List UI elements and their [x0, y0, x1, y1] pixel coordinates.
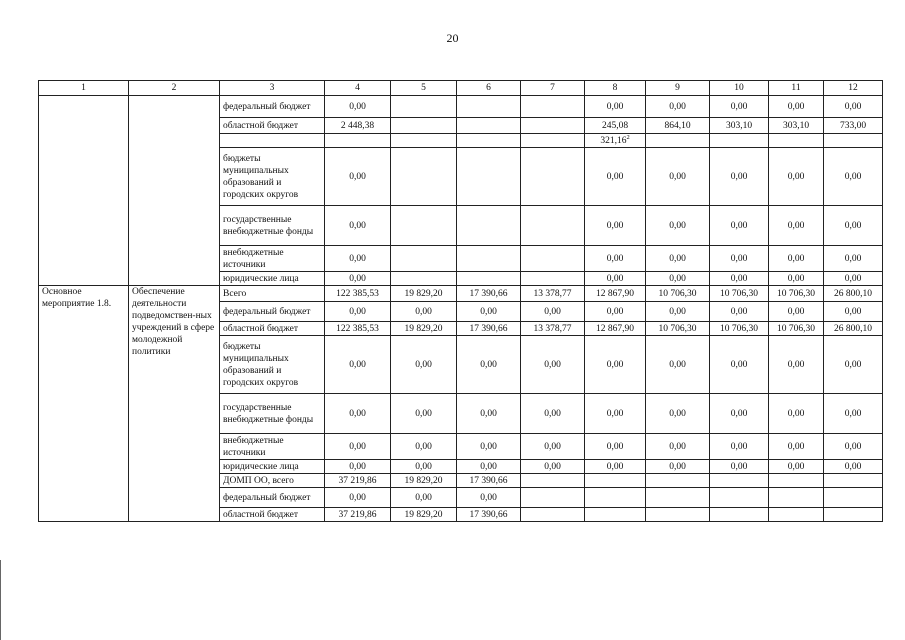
value-cell: 0,00 — [710, 206, 769, 246]
value-cell — [585, 508, 646, 522]
page-edge-line — [0, 560, 1, 640]
value-cell: 0,00 — [646, 394, 710, 434]
value-cell — [457, 272, 521, 286]
value-cell: 0,00 — [325, 394, 391, 434]
column-header: 9 — [646, 81, 710, 96]
value-cell — [325, 134, 391, 148]
value-cell: 26 800,10 — [824, 322, 883, 336]
value-cell: 245,08 — [585, 118, 646, 134]
value-cell: 0,00 — [710, 246, 769, 272]
column-header: 8 — [585, 81, 646, 96]
value-cell: 0,00 — [646, 302, 710, 322]
value-cell — [769, 134, 824, 148]
value-cell: 0,00 — [769, 272, 824, 286]
column-header: 3 — [220, 81, 325, 96]
value-cell: 2 448,38 — [325, 118, 391, 134]
value-cell: 17 390,66 — [457, 322, 521, 336]
value-cell: 0,00 — [521, 302, 585, 322]
value-cell: 0,00 — [824, 148, 883, 206]
value-cell: 0,00 — [325, 148, 391, 206]
budget-table — [38, 80, 883, 522]
value-cell: 0,00 — [325, 336, 391, 394]
value-cell — [521, 508, 585, 522]
activity-name-cell: Основное мероприятие 1.8. — [39, 286, 129, 522]
column-header: 10 — [710, 81, 769, 96]
value-cell — [457, 206, 521, 246]
value-cell — [585, 474, 646, 488]
value-cell — [710, 488, 769, 508]
value-cell: 0,00 — [646, 246, 710, 272]
value-cell: 0,00 — [585, 460, 646, 474]
value-cell: 26 800,10 — [824, 286, 883, 302]
value-cell — [391, 272, 457, 286]
value-cell: 0,00 — [646, 96, 710, 118]
activity-description-cell — [129, 96, 220, 286]
column-header: 7 — [521, 81, 585, 96]
value-cell: 864,10 — [646, 118, 710, 134]
table-row — [39, 286, 883, 302]
value-cell — [710, 508, 769, 522]
value-cell: 0,00 — [710, 460, 769, 474]
value-cell: 0,00 — [646, 460, 710, 474]
value-cell: 37 219,86 — [325, 508, 391, 522]
value-cell: 0,00 — [824, 434, 883, 460]
value-cell: 0,00 — [391, 336, 457, 394]
value-cell — [391, 96, 457, 118]
funding-source-cell: внебюджетные источники — [220, 246, 325, 272]
value-cell: 17 390,66 — [457, 474, 521, 488]
value-cell — [521, 134, 585, 148]
value-cell: 0,00 — [824, 394, 883, 434]
activity-name-cell — [39, 96, 129, 286]
value-cell: 0,00 — [769, 96, 824, 118]
value-cell: 0,00 — [457, 394, 521, 434]
value-cell — [646, 474, 710, 488]
value-cell: 0,00 — [769, 302, 824, 322]
value-cell: 0,00 — [457, 460, 521, 474]
value-cell: 0,00 — [457, 434, 521, 460]
value-cell: 733,00 — [824, 118, 883, 134]
column-header-row — [39, 81, 883, 96]
value-cell: 0,00 — [769, 148, 824, 206]
value-cell — [824, 488, 883, 508]
value-cell — [585, 488, 646, 508]
value-cell: 0,00 — [391, 302, 457, 322]
value-cell — [646, 488, 710, 508]
funding-source-cell: ДОМП ОО, всего — [220, 474, 325, 488]
value-cell — [521, 246, 585, 272]
value-cell — [646, 134, 710, 148]
value-cell: 0,00 — [824, 336, 883, 394]
value-cell: 0,00 — [769, 434, 824, 460]
value-cell: 0,00 — [391, 434, 457, 460]
column-header: 11 — [769, 81, 824, 96]
value-cell: 0,00 — [325, 460, 391, 474]
value-cell: 12 867,90 — [585, 322, 646, 336]
value-cell: 0,00 — [646, 434, 710, 460]
value-cell — [521, 474, 585, 488]
funding-source-cell: федеральный бюджет — [220, 302, 325, 322]
value-cell: 0,00 — [585, 434, 646, 460]
value-cell: 12 867,90 — [585, 286, 646, 302]
column-header: 1 — [39, 81, 129, 96]
value-cell: 0,00 — [824, 96, 883, 118]
page-number: 20 — [446, 31, 459, 45]
value-cell — [769, 488, 824, 508]
value-cell: 0,00 — [769, 336, 824, 394]
value-cell — [521, 272, 585, 286]
value-cell — [391, 148, 457, 206]
value-cell: 0,00 — [710, 302, 769, 322]
value-cell: 37 219,86 — [325, 474, 391, 488]
funding-source-cell: областной бюджет — [220, 118, 325, 134]
value-cell: 0,00 — [325, 302, 391, 322]
value-cell: 10 706,30 — [769, 322, 824, 336]
value-cell: 0,00 — [824, 206, 883, 246]
value-cell — [457, 96, 521, 118]
funding-source-cell: юридические лица — [220, 460, 325, 474]
value-cell: 13 378,77 — [521, 286, 585, 302]
value-cell: 0,00 — [710, 336, 769, 394]
value-cell — [457, 148, 521, 206]
value-cell: 0,00 — [391, 460, 457, 474]
funding-source-cell: федеральный бюджет — [220, 488, 325, 508]
value-cell: 0,00 — [769, 246, 824, 272]
value-cell — [646, 508, 710, 522]
value-cell: 0,00 — [646, 148, 710, 206]
value-cell — [457, 246, 521, 272]
value-cell: 0,00 — [521, 336, 585, 394]
value-cell: 19 829,20 — [391, 474, 457, 488]
value-cell: 10 706,30 — [710, 322, 769, 336]
value-cell — [769, 508, 824, 522]
value-cell: 0,00 — [769, 206, 824, 246]
value-cell — [457, 134, 521, 148]
value-cell: 0,00 — [710, 96, 769, 118]
column-header: 6 — [457, 81, 521, 96]
value-cell: 19 829,20 — [391, 286, 457, 302]
value-cell — [521, 488, 585, 508]
value-cell: 0,00 — [521, 460, 585, 474]
column-header: 5 — [391, 81, 457, 96]
value-cell: 19 829,20 — [391, 508, 457, 522]
funding-source-cell: юридические лица — [220, 272, 325, 286]
value-cell: 122 385,53 — [325, 286, 391, 302]
value-cell: 0,00 — [521, 394, 585, 434]
value-cell: 0,00 — [646, 336, 710, 394]
value-cell: 13 378,77 — [521, 322, 585, 336]
value-cell — [710, 134, 769, 148]
value-cell: 122 385,53 — [325, 322, 391, 336]
value-cell: 0,00 — [585, 336, 646, 394]
funding-source-cell: областной бюджет — [220, 322, 325, 336]
value-cell: 0,00 — [824, 246, 883, 272]
value-cell: 0,00 — [457, 336, 521, 394]
value-cell: 0,00 — [769, 394, 824, 434]
value-cell — [391, 246, 457, 272]
table-body — [39, 96, 883, 522]
value-cell — [391, 206, 457, 246]
value-cell: 0,00 — [710, 148, 769, 206]
value-cell: 303,10 — [710, 118, 769, 134]
funding-source-cell: федеральный бюджет — [220, 96, 325, 118]
value-cell: 0,00 — [824, 460, 883, 474]
value-cell: 10 706,30 — [710, 286, 769, 302]
funding-source-cell: бюджеты муниципальных образований и городских округов — [220, 336, 325, 394]
value-cell: 0,00 — [391, 488, 457, 508]
table-row — [39, 96, 883, 118]
value-cell: 0,00 — [585, 246, 646, 272]
value-cell: 0,00 — [824, 302, 883, 322]
value-cell: 0,00 — [585, 206, 646, 246]
value-cell: 0,00 — [325, 206, 391, 246]
value-cell: 0,00 — [325, 246, 391, 272]
value-cell — [521, 206, 585, 246]
value-cell: 0,00 — [710, 394, 769, 434]
footnote-marker: 2 — [626, 133, 630, 141]
value-cell: 0,00 — [325, 96, 391, 118]
value-cell: 19 829,20 — [391, 322, 457, 336]
value-cell — [521, 148, 585, 206]
value-cell: 0,00 — [325, 272, 391, 286]
value-cell: 0,00 — [646, 272, 710, 286]
value-cell — [457, 118, 521, 134]
funding-source-cell: государственные внебюджетные фонды — [220, 394, 325, 434]
funding-source-cell: областной бюджет — [220, 508, 325, 522]
value-cell: 0,00 — [585, 96, 646, 118]
funding-source-cell: бюджеты муниципальных образований и городских округов — [220, 148, 325, 206]
value-cell: 321,16$^2$ — [585, 134, 646, 148]
value-cell: 0,00 — [521, 434, 585, 460]
value-cell: 0,00 — [325, 434, 391, 460]
value-cell: 0,00 — [325, 488, 391, 508]
value-cell — [769, 474, 824, 488]
value-cell: 0,00 — [646, 206, 710, 246]
value-cell: 10 706,30 — [646, 286, 710, 302]
value-cell: 0,00 — [585, 302, 646, 322]
value-cell: 0,00 — [710, 434, 769, 460]
value-cell — [521, 96, 585, 118]
value-cell: 303,10 — [769, 118, 824, 134]
funding-source-cell — [220, 134, 325, 148]
value-cell — [824, 474, 883, 488]
column-header: 12 — [824, 81, 883, 96]
value-cell — [710, 474, 769, 488]
value-cell: 10 706,30 — [646, 322, 710, 336]
value-cell: 0,00 — [391, 394, 457, 434]
value-cell: 0,00 — [824, 272, 883, 286]
column-header: 2 — [129, 81, 220, 96]
funding-source-cell: государственные внебюджетные фонды — [220, 206, 325, 246]
value-cell — [521, 118, 585, 134]
funding-source-cell: Всего — [220, 286, 325, 302]
activity-description-cell: Обеспечение деятельности подведомствен-ных учреждений в сфере молодежной политики — [129, 286, 220, 522]
column-header: 4 — [325, 81, 391, 96]
value-cell: 17 390,66 — [457, 508, 521, 522]
value-cell: 10 706,30 — [769, 286, 824, 302]
value-cell — [824, 134, 883, 148]
value-cell: 0,00 — [585, 272, 646, 286]
value-cell: 0,00 — [769, 460, 824, 474]
value-cell: 0,00 — [585, 148, 646, 206]
value-cell — [391, 118, 457, 134]
value-cell: 17 390,66 — [457, 286, 521, 302]
value-cell: 0,00 — [710, 272, 769, 286]
value-cell — [391, 134, 457, 148]
value-cell: 0,00 — [585, 394, 646, 434]
value-cell — [824, 508, 883, 522]
funding-source-cell: внебюджетные источники — [220, 434, 325, 460]
value-cell: 0,00 — [457, 302, 521, 322]
value-cell: 0,00 — [457, 488, 521, 508]
